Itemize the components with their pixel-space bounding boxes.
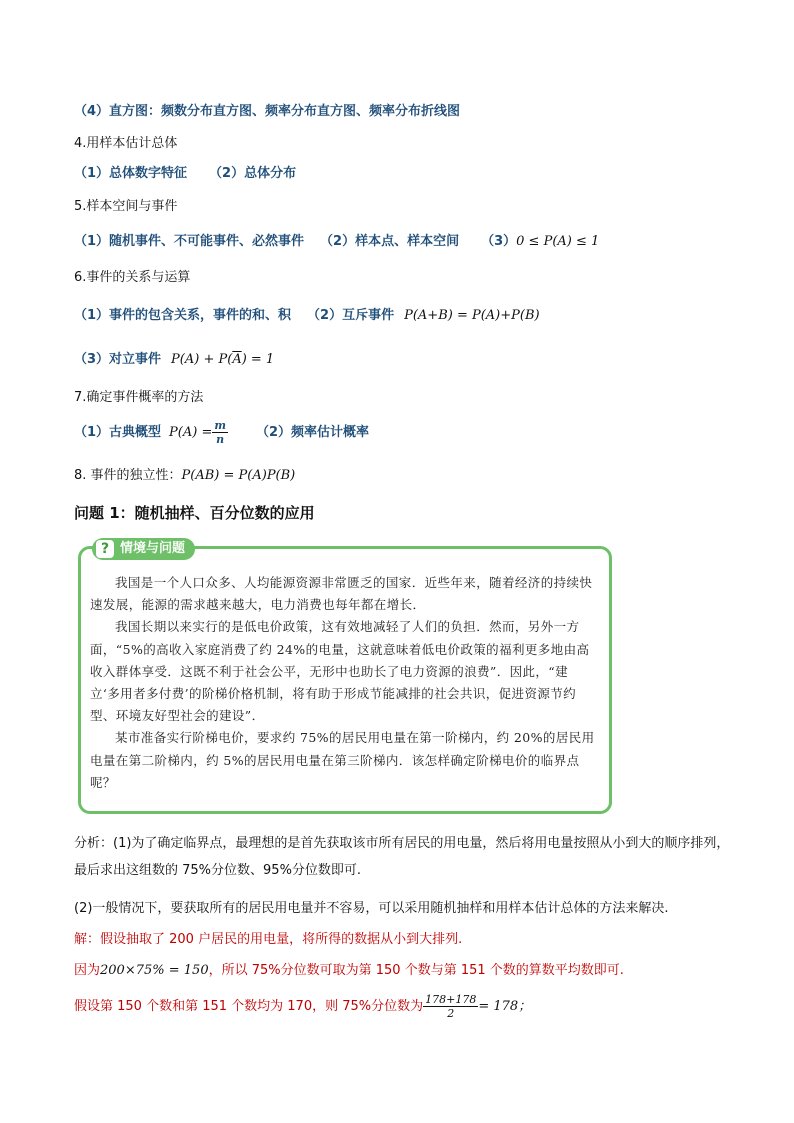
outline-item-methods [74,418,369,448]
scenario-paragraph-3: 某市准备实行阶梯电价，要求约 75%的居民用电量在第一阶梯内，约 20%的居民用电量在第二阶梯内，约 5%的居民用电量在第三阶梯内．该怎样确定阶梯电价的临界点呢？ [90,730,595,790]
solution-line-2-post: ，所以 75%分位数可取为第 150 个数与第 151 个数的算数平均数即可. [208,963,624,978]
scenario-paragraph-1: 我国是一个人口众多、人均能源资源非常匮乏的国家．近些年来，随着经济的持续快速发展，能源的需求越来越大，电力消费也每年都在增长． [90,575,593,613]
item-sample-points: （2）样本点、样本空间 [320,234,460,249]
solution-line-3 [74,990,734,1024]
item-random-events: （1）随机事件、不可能事件、必然事件 [74,234,305,249]
outline-heading-sample-space: 5.样本空间与事件 [74,199,178,214]
item-frequency-estimate: （2）频率估计概率 [256,425,370,440]
analysis-paragraph-2: (2)一般情况下，要获取所有的居民用电量并不容易，可以采用随机抽样和用样本估计总体的方法来解决. [74,901,669,916]
solution-line-1: 解：假设抽取了 200 户居民的用电量，将所得的数据从小到大排列. [74,932,463,947]
scenario-tab [92,538,195,560]
solution-fraction-numerator: 178+178 [425,993,477,1006]
question-icon: ? [96,540,114,558]
item-inclusion: （1）事件的包含关系，事件的和、积 [74,308,292,323]
outline-item-histogram: （4）直方图：频数分布直方图、频率分布直方图、频率分布折线图 [74,104,461,119]
complementary-formula: $P(A) + P(\overline{A}) = 1$ [171,352,275,367]
problem-heading: 问题 1：随机抽样、百分位数的应用 [74,504,315,522]
scenario-paragraph-2: 我国长期以来实行的是低电价政策，这有效地减轻了人们的负担．然而，另外一方面，“5%的高收入家庭消费了约 24%的电量，这就意味着低电价政策的福利更多地由高收入群体享受．这既不利于社会公平，无形中也助长了电力资源的浪费”．因此，“建立‘多用者多付费’的阶梯价格机制，将有助于形成节能减排的社会共识，促进资源节约型、环境友好型社会的建设”． [90,619,590,724]
independence-label: 8. 事件的独立性： [74,468,182,483]
outline-heading-estimate: 4.用样本估计总体 [74,136,178,151]
solution-line-3-pre: 假设第 150 个数和第 151 个数均为 170，则 75%分位数为 [74,999,424,1014]
solution-line-3-result: = 178； [478,999,532,1014]
scenario-tab-label: 情境与问题 [120,541,186,556]
fraction-numerator: m [214,419,226,432]
analysis-paragraph-1: 分析：(1)为了确定临界点，最理想的是首先获取该市所有居民的用电量，然后将用电量按照从小到大的顺序排列，最后求出这组数的 75%分位数、95%分位数即可. [74,836,730,878]
outline-item-relations [74,306,540,326]
scenario-text [90,572,596,794]
outline-heading-event-relations: 6.事件的关系与运算 [74,270,191,285]
outline-item-events [74,232,599,252]
solution-fraction [423,993,478,1020]
outline-heading-methods: 7.确定事件概率的方法 [74,390,204,405]
item-complementary: （3）对立事件 [74,352,162,367]
outline-item-estimate [74,164,296,184]
classical-formula-left: P(A) = [169,425,213,440]
solution-fraction-denominator: 2 [423,1006,478,1020]
item-classical: （1）古典概型 [74,425,162,440]
independence-formula: P(AB) = P(A)P(B) [181,468,296,483]
outline-item-complement [74,350,274,370]
probability-range-formula: 0 ≤ P(A) ≤ 1 [516,234,600,249]
mutually-exclusive-formula: P(A+B) = P(A)+P(B) [404,308,540,323]
item-total-features: （1）总体数字特征 [74,166,188,181]
classical-fraction [212,419,228,446]
solution-line-2 [74,957,734,984]
solution-line-2-pre: 因为 [74,963,101,978]
item-mutually-exclusive: （2）互斥事件 [307,308,395,323]
item-probability-range-label: （3） [481,234,517,249]
item-total-distribution: （2）总体分布 [209,166,297,181]
outline-item-independence [74,466,295,486]
solution-line-2-formula: 200×75% = 150 [100,963,209,978]
fraction-denominator: n [212,432,228,446]
